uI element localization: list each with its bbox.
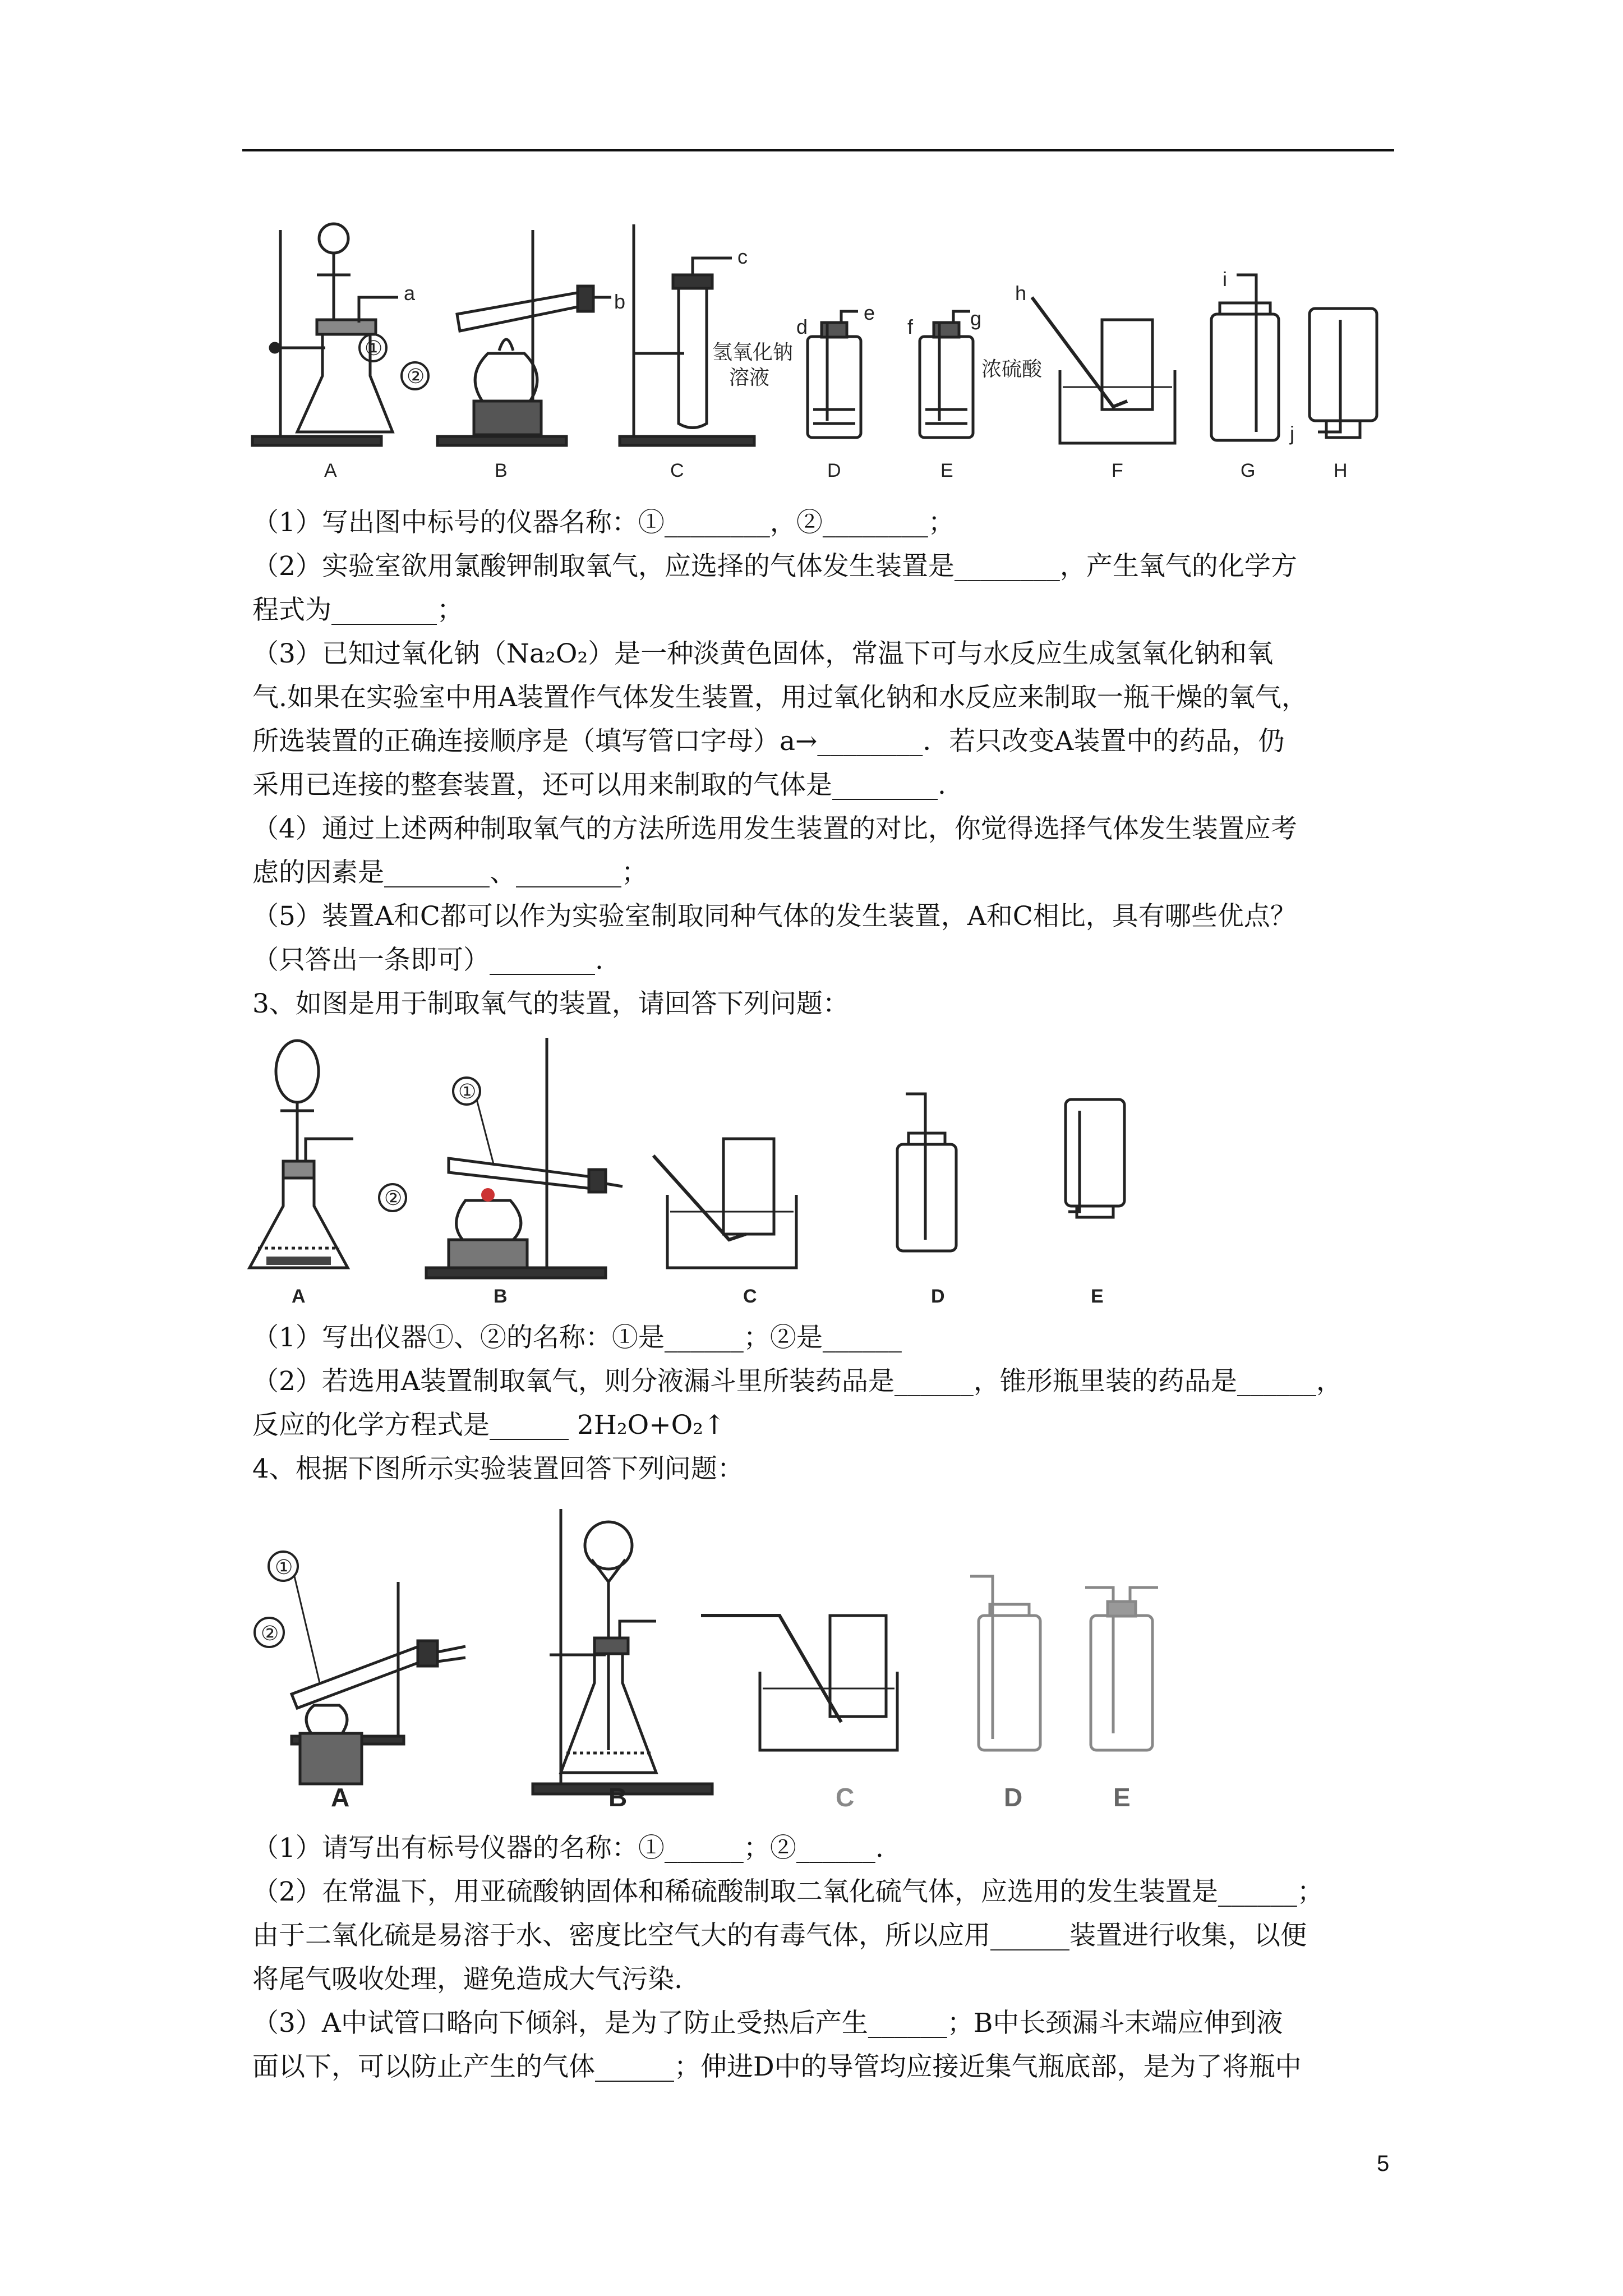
text-line: （1）写出仪器①、②的名称：①是______；②是______ [252, 1322, 902, 1353]
apparatus-c [701, 1616, 897, 1750]
svg-text:①: ① [275, 1556, 293, 1579]
figure-1-label-a: A [324, 460, 337, 481]
svg-text:j: j [1290, 422, 1294, 445]
apparatus-a [250, 1041, 353, 1268]
figure-2-label-d: D [931, 1286, 945, 1307]
figure-1-label-c: C [670, 460, 684, 481]
figure-1-label-h: H [1334, 460, 1348, 481]
figure-3-label-c: C [836, 1783, 855, 1812]
text-line: （2）实验室欲用氯酸钾制取氧气，应选择的气体发生装置是________，产生氧气的化学方 [252, 551, 1297, 582]
text-line: 面以下，可以防止产生的气体______；伸进D中的导管均应接近集气瓶底部，是为了将瓶中 [252, 2051, 1302, 2082]
text-line: （只答出一条即可）________. [252, 945, 603, 976]
question-2-text [252, 501, 1396, 1026]
question-4-text [252, 1826, 1396, 2089]
apparatus-h [1289, 309, 1377, 445]
page-number: 5 [1377, 2151, 1390, 2176]
text-line: 程式为________； [252, 595, 463, 625]
figure-1-label-f: F [1112, 460, 1123, 481]
text-line: 采用已连接的整套装置，还可以用来制取的气体是________. [252, 770, 946, 800]
figure-2-label-e: E [1091, 1286, 1104, 1307]
text-line: （1）写出图中标号的仪器名称：①________，②________； [252, 507, 955, 538]
apparatus-e [1085, 1588, 1158, 1750]
text-line: （2）若选用A装置制取氧气，则分液漏斗里所装药品是______，锥形瓶里装的药品是______， [252, 1366, 1343, 1397]
text-line: （4）通过上述两种制取氧气的方法所选用发生装置的对比，你觉得选择气体发生装置应考 [252, 813, 1297, 844]
text-line: 将尾气吸收处理，避免造成大气污染. [252, 1964, 683, 1995]
text-line: 气.如果在实验室中用A装置作气体发生装置，用过氧化钠和水反应来制取一瓶干燥的氧气， [252, 682, 1308, 713]
apparatus-g [1211, 268, 1279, 440]
apparatus-c [620, 224, 754, 445]
svg-text:f: f [907, 315, 914, 338]
text-line: （3）A中试管口略向下倾斜，是为了防止受热后产生______；B中长颈漏斗末端应伸到液 [252, 2008, 1283, 2039]
svg-text:②: ② [407, 365, 425, 388]
apparatus-b [533, 1509, 712, 1794]
figure-1-label-e: E [940, 460, 953, 481]
figure-3-label-e: E [1113, 1783, 1131, 1812]
svg-text:b: b [614, 290, 626, 313]
svg-text:①: ① [458, 1080, 477, 1103]
apparatus-d [897, 1094, 956, 1251]
apparatus-c [653, 1139, 796, 1268]
apparatus-a [252, 224, 416, 445]
svg-text:h: h [1015, 282, 1027, 305]
figure-1-label-b: B [495, 460, 508, 481]
svg-text:②: ② [261, 1622, 279, 1645]
svg-text:g: g [970, 307, 982, 330]
apparatus-d [712, 301, 875, 438]
text-line: （5）装置A和C都可以作为实验室制取同种气体的发生装置，A和C相比，具有哪些优点？ [252, 901, 1297, 932]
apparatus-b [402, 230, 625, 445]
figure-1-apparatus [0, 208, 1623, 499]
figure-2-label-a: A [292, 1286, 306, 1307]
figure-2-apparatus [0, 1027, 1623, 1313]
svg-text:c: c [737, 245, 748, 268]
apparatus-e [1066, 1099, 1124, 1217]
header-rule [242, 149, 1394, 151]
svg-text:i: i [1223, 268, 1227, 291]
figure-1-label-g: G [1241, 460, 1256, 481]
text-line: （3）已知过氧化钠（Na₂O₂）是一种淡黄色固体，常温下可与水反应生成氢氧化钠和氧 [252, 638, 1274, 669]
text-line: （1）请写出有标号仪器的名称：①______；②______. [252, 1833, 884, 1864]
svg-text:氢氧化钠: 氢氧化钠 [712, 341, 794, 364]
svg-text:浓硫酸: 浓硫酸 [981, 357, 1043, 380]
svg-text:e: e [864, 301, 875, 324]
text-line: 反应的化学方程式是______ 2H₂O+O₂↑ [252, 1410, 726, 1441]
apparatus-e [907, 307, 1043, 438]
svg-text:①: ① [365, 337, 383, 360]
svg-text:d: d [796, 315, 808, 338]
text-line: 所选装置的正确连接顺序是（填写管口字母）a→________．若只改变A装置中的药品，仍 [252, 726, 1285, 757]
apparatus-d [970, 1576, 1040, 1750]
text-line: 虑的因素是________、________； [252, 857, 648, 888]
question-3-text [252, 1316, 1396, 1491]
text-line: 由于二氧化硫是易溶于水、密度比空气大的有毒气体，所以应用______装置进行收集，以便 [252, 1920, 1307, 1951]
figure-3-apparatus [0, 1503, 1623, 1818]
apparatus-b [379, 1038, 623, 1278]
figure-2-label-c: C [743, 1286, 757, 1307]
figure-2-label-b: B [494, 1286, 508, 1307]
svg-text:a: a [404, 282, 416, 305]
text-line: （2）在常温下，用亚硫酸钠固体和稀硫酸制取二氧化硫气体，应选用的发生装置是______； [252, 1876, 1324, 1907]
svg-text:溶液: 溶液 [729, 366, 770, 389]
figure-1-label-d: D [827, 460, 841, 481]
text-line: 4、根据下图所示实验装置回答下列问题： [252, 1453, 744, 1484]
svg-text:②: ② [384, 1186, 403, 1209]
figure-3-label-b: B [608, 1783, 628, 1812]
apparatus-a [255, 1552, 465, 1784]
text-line: 3、如图是用于制取氧气的装置，请回答下列问题： [252, 988, 849, 1019]
figure-3-label-a: A [331, 1783, 350, 1812]
figure-3-label-d: D [1004, 1783, 1023, 1812]
